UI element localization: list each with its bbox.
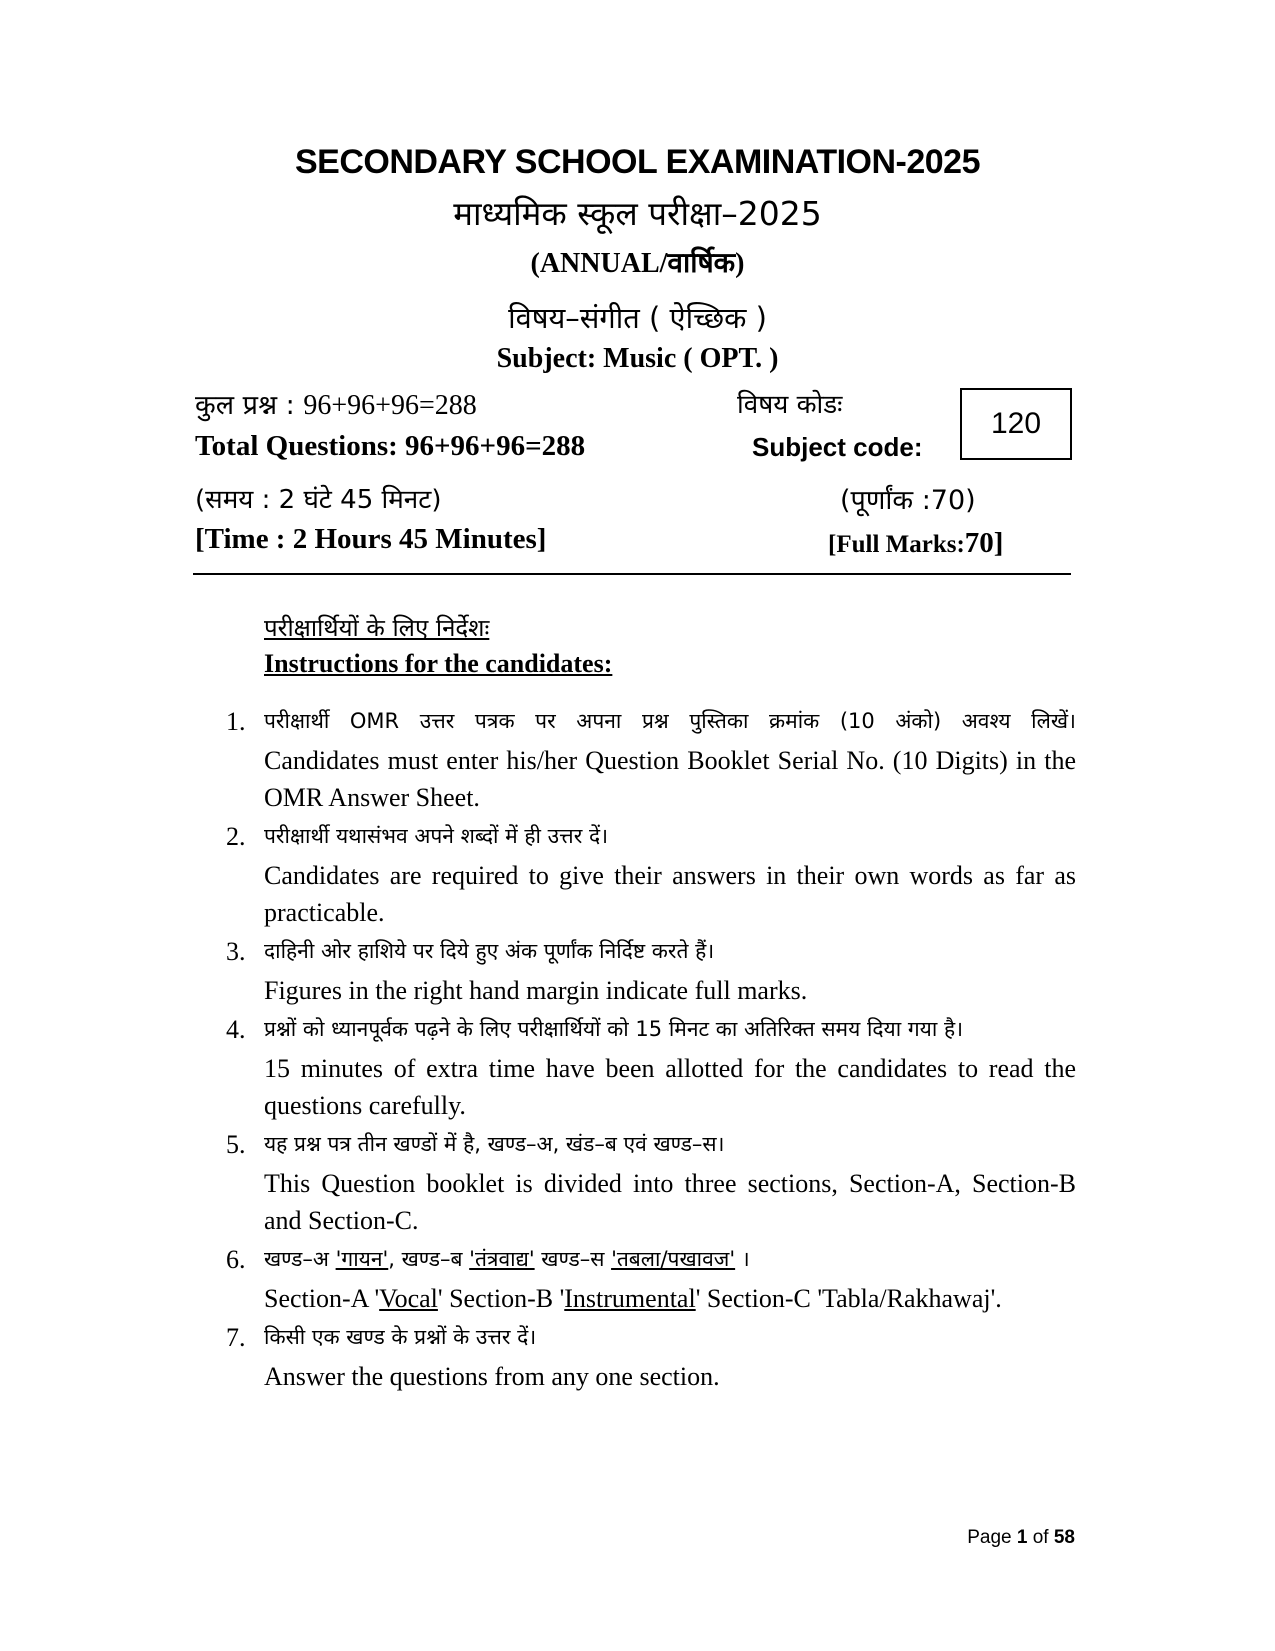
section-label-en: ' Section-B ' bbox=[437, 1284, 565, 1313]
page-total: 58 bbox=[1053, 1527, 1075, 1548]
instruction-item bbox=[226, 933, 1076, 1009]
instruction-text-hi: प्रश्नों को ध्यानपूर्वक पढ़ने के लिए परीक्षार्थियों को 15 मिनट का अतिरिक्त समय दिया गया है। bbox=[264, 1017, 964, 1041]
section-label-hi: , खण्ड–ब bbox=[388, 1247, 470, 1271]
full-marks-en-label: [Full Marks: bbox=[828, 531, 965, 558]
instructions-heading-en: Instructions for the candidates: bbox=[264, 649, 613, 678]
total-questions-hi-label: कुल प्रश्न : bbox=[195, 390, 295, 421]
instruction-number: 6. bbox=[226, 1245, 246, 1274]
section-c-name-hi: 'तबला/पखावज' bbox=[611, 1247, 736, 1271]
instruction-item bbox=[226, 703, 1076, 816]
section-end-hi: । bbox=[735, 1247, 750, 1271]
page-current: 1 bbox=[1016, 1527, 1028, 1548]
instruction-item bbox=[226, 818, 1076, 931]
exam-type: (ANNUAL/वार्षिक) bbox=[530, 248, 745, 279]
page-number bbox=[967, 1527, 1075, 1549]
instruction-text-hi: परीक्षार्थी यथासंभव अपने शब्दों में ही उत्तर दें। bbox=[264, 824, 609, 848]
section-label-en: Section-A ' bbox=[264, 1284, 380, 1313]
subject-code-hi: विषय कोडः bbox=[737, 390, 843, 420]
subject-en: Subject: Music ( OPT. ) bbox=[496, 343, 779, 374]
subject-hi: विषय–संगीत ( ऐच्छिक ) bbox=[508, 301, 767, 335]
instruction-item bbox=[226, 1241, 1076, 1317]
exam-title-hi: माध्यमिक स्कूल परीक्षा–2025 bbox=[453, 194, 822, 233]
instruction-item bbox=[226, 1011, 1076, 1124]
subject-code-box bbox=[960, 388, 1072, 460]
section-b-name-en: Instrumental bbox=[564, 1284, 696, 1313]
full-marks-en-value: 70] bbox=[964, 527, 1004, 559]
instruction-number: 3. bbox=[226, 937, 246, 966]
instruction-text-hi: यह प्रश्न पत्र तीन खण्डों में है, खण्ड–अ, खंड–ब एवं खण्ड–स। bbox=[264, 1132, 725, 1156]
instruction-number: 5. bbox=[226, 1130, 246, 1159]
header-divider bbox=[193, 573, 1071, 575]
section-label-hi: खण्ड–अ bbox=[264, 1247, 336, 1271]
instruction-number: 2. bbox=[226, 822, 246, 851]
total-questions-en: Total Questions: 96+96+96=288 bbox=[195, 430, 586, 462]
instruction-text-en: 15 minutes of extra time have been allotted for the candidates to read the questions carefully. bbox=[264, 1054, 1076, 1120]
instruction-text-hi: दाहिनी ओर हाशिये पर दिये हुए अंक पूर्णांक निर्दिष्ट करते हैं। bbox=[264, 939, 715, 963]
instruction-text-en: Answer the questions from any one section. bbox=[264, 1362, 720, 1391]
time-en: [Time : 2 Hours 45 Minutes] bbox=[195, 523, 547, 555]
instruction-number: 4. bbox=[226, 1015, 246, 1044]
instruction-text-en bbox=[264, 1280, 1076, 1317]
total-questions-hi-value: 96+96+96=288 bbox=[303, 390, 477, 421]
instruction-text-hi bbox=[264, 1241, 1076, 1278]
time-hi: (समय : 2 घंटे 45 मिनट) bbox=[195, 485, 442, 515]
instruction-text-en: Candidates are required to give their answers in their own words as far as practicable. bbox=[264, 861, 1076, 927]
instruction-number: 7. bbox=[226, 1323, 246, 1352]
section-a-name-hi: 'गायन' bbox=[335, 1247, 389, 1271]
instructions-heading-hi: परीक्षार्थियों के लिए निर्देशः bbox=[264, 614, 490, 642]
instruction-number: 1. bbox=[226, 707, 246, 736]
subject-code-value: 120 bbox=[990, 407, 1042, 440]
instruction-text-en: Candidates must enter his/her Question Booklet Serial No. (10 Digits) in the OMR Answer Sheet. bbox=[264, 746, 1076, 812]
full-marks-en bbox=[828, 527, 1003, 560]
instruction-item bbox=[226, 1319, 1076, 1395]
instruction-item bbox=[226, 1126, 1076, 1239]
instruction-text-hi: परीक्षार्थी OMR उत्तर पत्रक पर अपना प्रश्न पुस्तिका क्रमांक (10 अंको) अवश्य लिखें। bbox=[264, 709, 1076, 733]
total-questions-hi bbox=[195, 385, 477, 422]
instructions-list bbox=[226, 703, 1076, 1397]
subject-code-en: Subject code: bbox=[752, 432, 923, 462]
instruction-text-hi: किसी एक खण्ड के प्रश्नों के उत्तर दें। bbox=[264, 1325, 537, 1349]
section-a-name-en: Vocal bbox=[379, 1284, 438, 1313]
instruction-text-en: Figures in the right hand margin indicate full marks. bbox=[264, 976, 808, 1005]
page-of: of bbox=[1027, 1527, 1054, 1548]
section-b-name-hi: 'तंत्रवाद्य' bbox=[469, 1247, 535, 1271]
exam-title-en: SECONDARY SCHOOL EXAMINATION-2025 bbox=[294, 143, 981, 181]
page-prefix: Page bbox=[967, 1527, 1017, 1548]
section-label-en: ' Section-C 'Tabla/Rakhawaj'. bbox=[695, 1284, 1002, 1313]
full-marks-hi: (पूर्णांक :70) bbox=[840, 485, 976, 516]
section-label-hi: खण्ड–स bbox=[534, 1247, 612, 1271]
instruction-text-en: This Question booklet is divided into three sections, Section-A, Section-B and Section-C. bbox=[264, 1169, 1076, 1235]
